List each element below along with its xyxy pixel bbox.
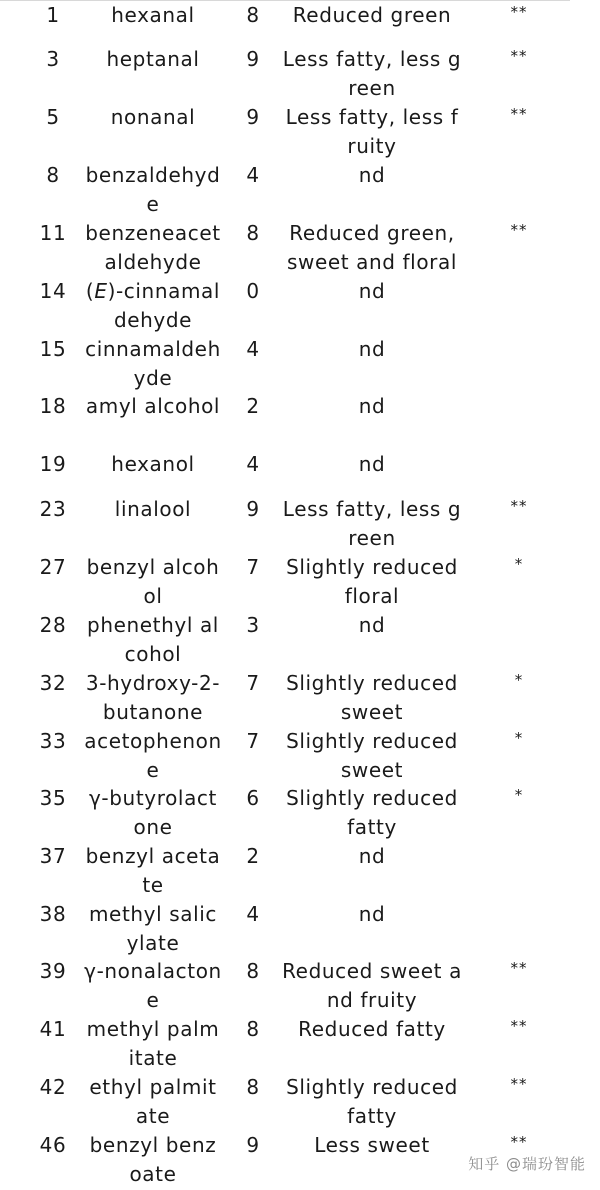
compound-number: 27: [39, 555, 67, 579]
compound-value: 2: [246, 394, 260, 418]
compound-number: 37: [39, 844, 67, 868]
significance-mark: *: [514, 671, 524, 689]
compound-value: 8: [246, 1075, 260, 1099]
compound-number: 46: [39, 1133, 67, 1157]
aroma-effect: Reduced green, sweet and floral: [286, 221, 458, 274]
aroma-effect: nd: [358, 394, 386, 418]
compound-name: benzaldehyde: [85, 163, 221, 216]
compound-value: 8: [246, 221, 260, 245]
compound-name: benzyl acetate: [85, 844, 221, 897]
compound-number: 3: [46, 47, 60, 71]
compound-name: hexanol: [111, 452, 195, 476]
significance-mark: **: [510, 959, 528, 977]
significance-mark: *: [514, 555, 524, 573]
significance-mark: **: [510, 3, 528, 21]
compound-value: 4: [246, 902, 260, 926]
significance-mark: **: [510, 1075, 528, 1093]
aroma-effect: Less fatty, less fruity: [285, 105, 459, 158]
compound-name: γ-nonalactone: [84, 959, 222, 1012]
name-italic: E: [94, 279, 108, 303]
compound-name: ethyl palmitate: [89, 1075, 217, 1128]
compound-value: 9: [246, 47, 260, 71]
aroma-effect: nd: [358, 844, 386, 868]
compound-name: methyl palmitate: [86, 1017, 220, 1070]
aroma-effect: Less sweet: [314, 1133, 430, 1157]
significance-mark: *: [514, 786, 524, 804]
aroma-effect: nd: [358, 452, 386, 476]
compound-value: 4: [246, 337, 260, 361]
compound-name: benzeneacetaldehyde: [85, 221, 221, 274]
significance-mark: **: [510, 105, 528, 123]
compound-name: [84, 277, 222, 335]
compound-number: 38: [39, 902, 67, 926]
compound-value: 7: [246, 671, 260, 695]
aroma-effect: Slightly reduced fatty: [286, 786, 458, 839]
compound-number: 19: [39, 452, 67, 476]
aroma-effect: nd: [358, 337, 386, 361]
compound-value: 7: [246, 555, 260, 579]
compound-number: 1: [46, 3, 60, 27]
compound-value: 7: [246, 729, 260, 753]
compound-name: heptanal: [106, 47, 200, 71]
aroma-effect: Slightly reduced sweet: [286, 671, 458, 724]
compound-value: 8: [246, 3, 260, 27]
compound-number: 39: [39, 959, 67, 983]
compound-value: 0: [246, 279, 260, 303]
compound-value: 8: [246, 1017, 260, 1041]
significance-mark: **: [510, 497, 528, 515]
aroma-effect: Less fatty, less green: [282, 47, 462, 100]
compound-name: cinnamaldehyde: [85, 337, 221, 390]
compound-value: 6: [246, 786, 260, 810]
compound-name: γ-butyrolactone: [89, 786, 217, 839]
compound-number: 14: [39, 279, 67, 303]
compound-name: acetophenone: [84, 729, 222, 782]
compound-number: 41: [39, 1017, 67, 1041]
compound-value: 3: [246, 613, 260, 637]
aroma-effect: nd: [358, 163, 386, 187]
significance-mark: **: [510, 1133, 528, 1151]
compound-name: 3-hydroxy-2-butanone: [85, 671, 221, 724]
compound-value: 9: [246, 1133, 260, 1157]
significance-mark: **: [510, 47, 528, 65]
compound-number: 11: [39, 221, 67, 245]
watermark: 知乎 @瑞玢智能: [468, 1155, 586, 1173]
compound-name: benzyl benzoate: [89, 1133, 217, 1186]
compound-value: 4: [246, 452, 260, 476]
compound-name: linalool: [114, 497, 192, 521]
compound-value: 9: [246, 105, 260, 129]
compound-number: 8: [46, 163, 60, 187]
compound-value: 4: [246, 163, 260, 187]
compound-name: benzyl alcohol: [86, 555, 220, 608]
compound-number: 42: [39, 1075, 67, 1099]
name-suffix: )-cinnamaldehyde: [107, 279, 221, 332]
compound-number: 5: [46, 105, 60, 129]
aroma-effect: Reduced sweet and fruity: [282, 959, 462, 1012]
compound-name: nonanal: [110, 105, 196, 129]
compound-name: hexanal: [111, 3, 195, 27]
aroma-effect: Slightly reduced fatty: [286, 1075, 458, 1128]
compound-number: 33: [39, 729, 67, 753]
name-prefix: (: [85, 279, 95, 303]
aroma-effect: nd: [358, 279, 386, 303]
significance-mark: **: [510, 1017, 528, 1035]
significance-mark: *: [514, 729, 524, 747]
aroma-effect: Slightly reduced sweet: [286, 729, 458, 782]
compound-value: 8: [246, 959, 260, 983]
compound-number: 18: [39, 394, 67, 418]
significance-mark: **: [510, 221, 528, 239]
compound-value: 2: [246, 844, 260, 868]
compound-name: methyl salicylate: [88, 902, 218, 955]
compound-name: phenethyl alcohol: [87, 613, 219, 666]
aroma-effect: Slightly reduced floral: [286, 555, 458, 608]
compound-value: 9: [246, 497, 260, 521]
compound-number: 15: [39, 337, 67, 361]
compound-number: 28: [39, 613, 67, 637]
aroma-effect: Reduced fatty: [298, 1017, 446, 1041]
aroma-effect: Less fatty, less green: [282, 497, 462, 550]
aroma-effect: nd: [358, 902, 386, 926]
aroma-effect: nd: [358, 613, 386, 637]
compound-number: 32: [39, 671, 67, 695]
compound-number: 35: [39, 786, 67, 810]
aroma-effect: Reduced green: [292, 3, 452, 27]
compound-number: 23: [39, 497, 67, 521]
compound-name: amyl alcohol: [85, 394, 221, 418]
